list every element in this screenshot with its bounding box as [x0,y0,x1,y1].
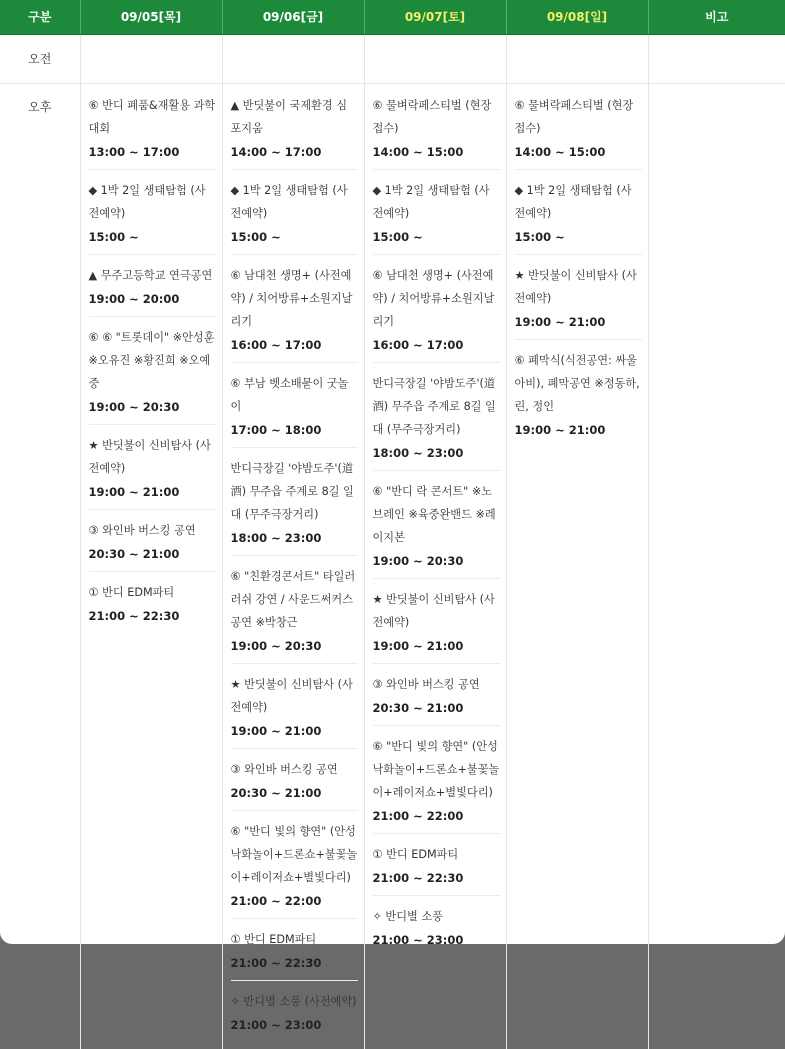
header-day-sat: 09/07[토] [364,0,506,34]
event-title: ① 반디 EDM파티 [230,932,317,946]
event-item [231,92,358,170]
event-time: 21:00 ~ 22:30 [88,608,180,623]
row-morning [0,34,785,83]
event-item [231,455,358,556]
event-item [373,586,500,664]
event-item [89,262,216,317]
event-item [231,563,358,664]
cell-am-sat [364,34,506,83]
event-time: 21:00 ~ 22:00 [230,893,322,908]
event-time: 16:00 ~ 17:00 [230,337,322,352]
event-title: ⑥ 남대천 생명+ (사전예약) / 치어방류+소원지날리기 [372,268,495,328]
event-time: 20:30 ~ 21:00 [88,546,180,561]
event-item [231,671,358,749]
event-time: 19:00 ~ 20:00 [88,291,180,306]
event-title: ⑥ 반디 폐품&재활용 과학대회 [88,98,216,135]
event-time: 19:00 ~ 20:30 [230,638,322,653]
event-time: 17:00 ~ 18:00 [230,422,322,437]
header-day-thu: 09/05[목] [80,0,222,34]
event-time: 21:00 ~ 22:30 [230,955,322,970]
cell-pm-thu [80,83,222,1049]
event-item [231,818,358,919]
event-title: ⑥ "반디 빛의 향연" (안성낙화놀이+드론쇼+불꽃놀이+레이저쇼+별빛다리) [230,824,358,884]
event-time: 15:00 ~ [514,229,565,244]
event-item [89,517,216,572]
event-time: 21:00 ~ 23:00 [230,1017,322,1032]
event-item [373,262,500,363]
event-title: ⑥ 폐막식(식전공연: 싸울아비), 폐막공연 ※정동하, 린, 정인 [514,353,640,413]
event-item [373,370,500,471]
event-time: 19:00 ~ 21:00 [514,314,606,329]
event-title: ◆ 1박 2일 생태탐험 (사전예약) [514,183,632,220]
event-time: 14:00 ~ 17:00 [230,144,322,159]
event-title: ⑥ ⑥ "트롯데이" ※안성훈 ※오유진 ※황진희 ※오예중 [88,330,215,390]
event-item [231,262,358,363]
event-title: ✧ 반디별 소풍 (사전예약) [230,994,357,1008]
event-title: ◆ 1박 2일 생태탐험 (사전예약) [230,183,348,220]
cell-am-thu [80,34,222,83]
event-time: 16:00 ~ 17:00 [372,337,464,352]
event-title: ◆ 1박 2일 생태탐험 (사전예약) [372,183,490,220]
event-title: ③ 와인바 버스킹 공연 [372,677,480,691]
event-item [89,579,216,633]
event-item [231,370,358,448]
event-title: 반디극장길 '야밤도주'(道酒) 무주읍 주계로 8길 일대 (무주극장거리) [372,376,496,436]
event-title: ★ 반딧불이 신비탐사 (사전예약) [514,268,637,305]
event-item [89,177,216,255]
event-title: ① 반디 EDM파티 [88,585,175,599]
event-title: ① 반디 EDM파티 [372,847,459,861]
event-item [373,671,500,726]
event-title: ★ 반딧불이 신비탐사 (사전예약) [88,438,211,475]
event-time: 15:00 ~ [88,229,139,244]
header-note: 비고 [648,0,785,34]
row-afternoon [0,83,785,1049]
event-item [231,988,358,1042]
event-time: 18:00 ~ 23:00 [230,530,322,545]
event-item [89,432,216,510]
event-title: ◆ 1박 2일 생태탐험 (사전예약) [88,183,206,220]
cell-am-sun [506,34,648,83]
cell-pm-fri [222,83,364,1049]
event-title: ⑥ 물벼락페스티벌 (현장접수) [372,98,492,135]
event-title: ⑥ "친환경콘서트" 타일러 러쉬 강연 / 사운드써커스 공연 ※박창근 [230,569,356,629]
event-time: 20:30 ~ 21:00 [372,700,464,715]
event-title: ⑥ "반디 빛의 향연" (안성낙화놀이+드론쇼+불꽃놀이+레이저쇼+별빛다리) [372,739,500,799]
event-item [231,926,358,981]
cell-am-fri [222,34,364,83]
event-title: ⑥ 물벼락페스티벌 (현장접수) [514,98,634,135]
event-time: 19:00 ~ 21:00 [372,638,464,653]
event-time: 14:00 ~ 15:00 [514,144,606,159]
event-time: 19:00 ~ 21:00 [230,723,322,738]
event-time: 13:00 ~ 17:00 [88,144,180,159]
event-item [231,177,358,255]
event-title: ⑥ "반디 락 콘서트" ※노브레인 ※육중완밴드 ※레이지본 [372,484,496,544]
header-day-sun: 09/08[일] [506,0,648,34]
cell-pm-sun [506,83,648,1049]
cell-am-note [648,34,785,83]
event-time: 14:00 ~ 15:00 [372,144,464,159]
event-item [515,92,642,170]
header-day-fri: 09/06[금] [222,0,364,34]
event-time: 19:00 ~ 21:00 [514,422,606,437]
event-item [373,733,500,834]
event-time: 21:00 ~ 22:30 [372,870,464,885]
event-title: 반디극장길 '야밤도주'(道酒) 무주읍 주계로 8길 일대 (무주극장거리) [230,461,354,521]
header-category: 구분 [0,0,80,34]
event-item [373,841,500,896]
row-label-morning: 오전 [0,34,80,83]
event-item [515,262,642,340]
event-time: 20:30 ~ 21:00 [230,785,322,800]
event-title: ★ 반딧불이 신비탐사 (사전예약) [372,592,495,629]
event-item [89,92,216,170]
event-time: 18:00 ~ 23:00 [372,445,464,460]
event-item [373,92,500,170]
event-item [373,478,500,579]
event-title: ③ 와인바 버스킹 공연 [230,762,338,776]
event-title: ⑥ 부남 벳소배묻이 굿놀이 [230,376,349,413]
event-time: 21:00 ~ 22:00 [372,808,464,823]
event-title: ▲ 무주고등학교 연극공연 [88,268,213,282]
cell-pm-note [648,83,785,1049]
event-item [373,903,500,957]
row-label-afternoon: 오후 [0,83,80,1049]
event-title: ✧ 반디별 소풍 [372,909,444,923]
event-time: 21:00 ~ 23:00 [372,932,464,947]
event-item [515,347,642,447]
event-title: ⑥ 남대천 생명+ (사전예약) / 치어방류+소원지날리기 [230,268,353,328]
event-item [515,177,642,255]
event-title: ③ 와인바 버스킹 공연 [88,523,196,537]
event-time: 15:00 ~ [230,229,281,244]
header-row [0,0,785,34]
event-title: ▲ 반딧불이 국제환경 심포지움 [230,98,348,135]
event-item [373,177,500,255]
event-time: 19:00 ~ 20:30 [88,399,180,414]
event-time: 19:00 ~ 21:00 [88,484,180,499]
event-time: 19:00 ~ 20:30 [372,553,464,568]
cell-pm-sat [364,83,506,1049]
event-title: ★ 반딧불이 신비탐사 (사전예약) [230,677,353,714]
event-item [89,324,216,425]
event-time: 15:00 ~ [372,229,423,244]
event-item [231,756,358,811]
